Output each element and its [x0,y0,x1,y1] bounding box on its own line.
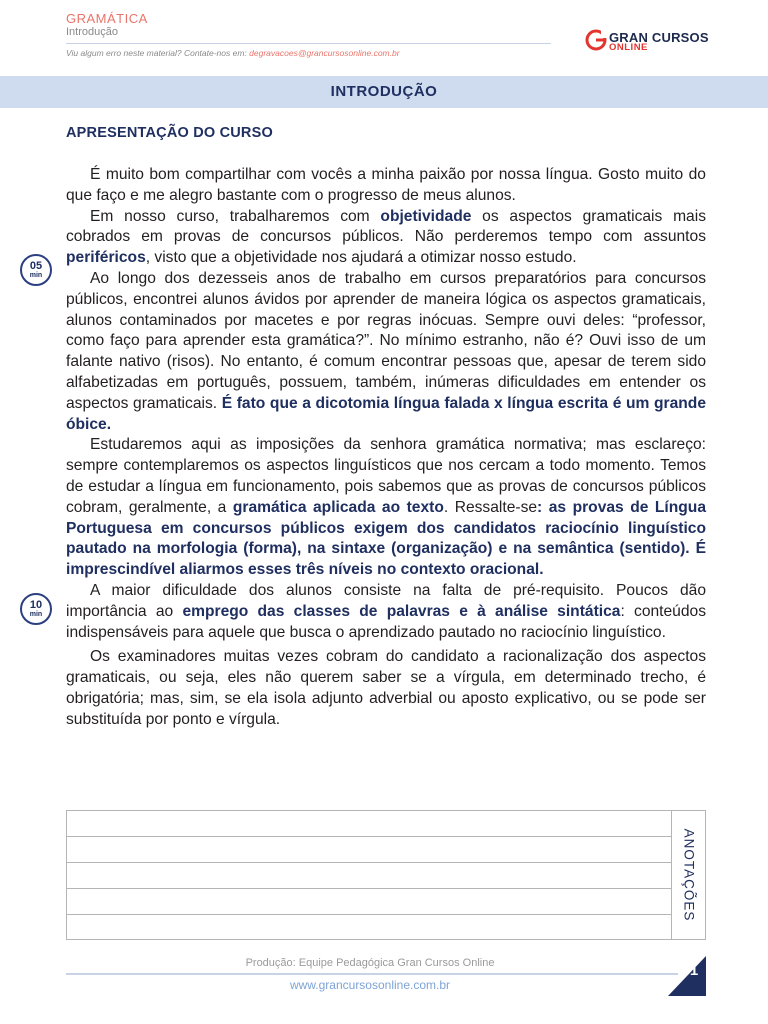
footer-credit: Produção: Equipe Pedagógica Gran Cursos Online [245,957,495,969]
errata-text: Viu algum erro neste material? Contate-nos em: [66,48,250,58]
paragraph-text: A maior dificuldade dos alunos consiste na falta de pré-requisito. Poucos dão importância ao [66,581,706,620]
page-number: 1 [689,962,699,979]
paragraph-1 [66,165,706,207]
subject-title: GRAMÁTICA [66,11,148,26]
g-logo-icon [585,29,607,51]
footer-url-link[interactable]: www.grancursosonline.com.br [289,978,451,992]
paragraph-text: : conteúdos indispensáveis para aquele que busca o aprendizado pautado no raciocínio linguístico. [66,602,706,641]
paragraph-text: , visto que a objetividade nos ajudará a otimizar nosso estudo. [145,249,577,267]
brand-logo[interactable] [585,29,710,57]
errata-email-link[interactable]: degravacoes@grancursosonline.com.br [249,48,400,58]
notes-box[interactable] [66,810,706,940]
logo-text-online: ONLINE [609,42,648,53]
chapter-banner [0,76,768,108]
time-marker-05 [20,254,52,286]
paragraph-3 [66,269,706,435]
footer-divider [66,973,678,975]
notes-line [67,888,671,889]
paragraph-text: os aspectos gramaticais mais cobrados em provas de concursos públicos. Não perderemos tempo com assuntos [66,207,706,246]
notes-label-area [672,811,705,939]
paragraph-text: . Ressalte-se [443,498,538,516]
notes-line [67,836,671,837]
marker-number: 10 [29,599,43,611]
paragraph-text: Em nosso curso, trabalharemos com [90,207,381,225]
highlight-text: objetividade [380,207,472,225]
paragraph-4 [66,435,706,581]
body-text [66,165,706,731]
paragraph-text: Os examinadores muitas vezes cobram do candidato a racionalização dos aspectos gramaticais, ou seja, eles não querem saber se a vírgula, em determinado trecho, é obrigatória; mas, sim, se ela isola adjunto adverbial ou aposto explicativo, ou se pode ser substituída por ponto e vírgula. [66,648,706,728]
marker-number: 05 [29,260,43,272]
notes-line [67,862,671,863]
header-divider [66,43,551,44]
highlight-text: periféricos [66,249,146,267]
errata-notice [66,48,400,58]
highlight-text: gramática aplicada ao texto [232,498,444,516]
paragraph-5 [66,581,706,643]
page-header [0,0,768,70]
time-marker-10 [20,593,52,625]
notes-label: ANOTAÇÕES [681,828,696,922]
paragraph-text: Ao longo dos dezesseis anos de trabalho em cursos preparatórios para concursos públicos, encontrei alunos ávidos por aprender de maneira lógica os aspectos gramaticais, alunos contaminados por macetes e por regras inócuas. Sempre ouvi deles: “professor, como faço para aprender esta gramática?”. No mínimo estranho, não é? Ouvi isso de um falante nativo (risos). No entanto, é comum encontrar pessoas que, apesar de terem sido alfabetizadas em português, possuem, também, inúmeras dificuldades em entender os aspectos gramaticais. [66,269,706,412]
notes-line [67,914,671,915]
highlight-text: : as provas de Língua Portuguesa em concursos públicos exigem dos candidatos raciocínio linguístico pautado na morfologia (forma), na sintaxe (organização) e na semântica (sentido). É imprescindível aliarmos esses três níveis no contexto oracional. [66,498,707,579]
paragraph-6 [66,647,706,730]
paragraph-text: É muito bom compartilhar com vocês a minha paixão por nossa língua. Gosto muito do que faço e me alegro bastante com o progresso de meus alunos. [66,166,706,204]
highlight-text: É fato que a dicotomia língua falada x língua escrita é um grande óbice. [66,394,706,433]
highlight-text: emprego das classes de palavras e à análise sintática [182,602,621,620]
paragraph-2 [66,207,706,269]
section-title: APRESENTAÇÃO DO CURSO [66,125,273,141]
paragraph-text: Estudaremos aqui as imposições da senhora gramática normativa; mas esclareço: sempre contemplaremos os aspectos linguísticos que nos cercam a todo momento. Temos de estudar a língua em funcionamento, pois sabemos que as provas de concursos públicos cobram, geralmente, a [66,436,706,516]
chapter-title: INTRODUÇÃO [330,83,438,100]
marker-unit: min [29,272,43,279]
logo-text-gran: GRAN CURSOS [609,30,709,45]
marker-unit: min [29,611,43,618]
topic-title: Introdução [66,26,118,38]
